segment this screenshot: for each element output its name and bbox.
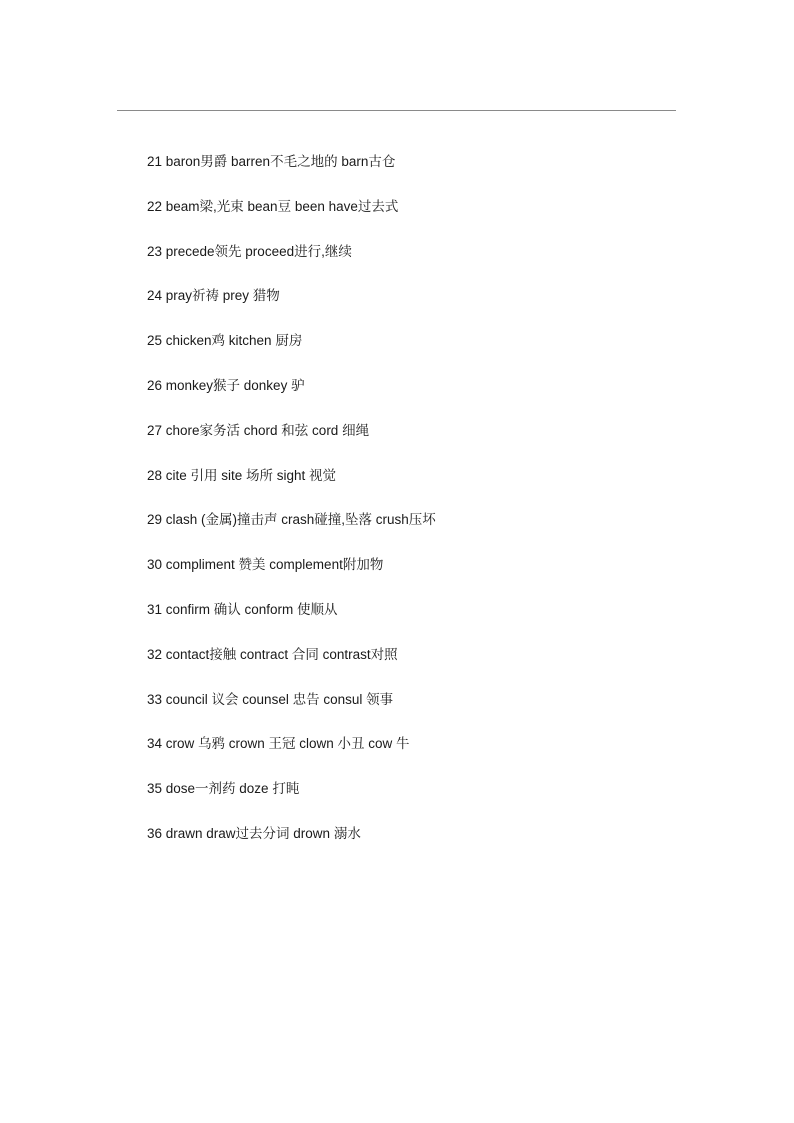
vocabulary-entry <box>147 643 707 688</box>
vocabulary-entry <box>147 374 707 419</box>
vocabulary-entry <box>147 598 707 643</box>
vocabulary-entry <box>147 688 707 733</box>
header-rule <box>117 110 676 111</box>
entry-text: 26 monkey猴子 donkey 驴 <box>147 377 305 393</box>
entry-text: 32 contact接触 contract 合同 contrast对照 <box>147 646 398 662</box>
vocabulary-entry <box>147 464 707 509</box>
vocabulary-entry <box>147 732 707 777</box>
vocabulary-entry <box>147 822 707 867</box>
entry-text: 36 drawn draw过去分词 drown 溺水 <box>147 825 361 841</box>
entry-text: 34 crow 乌鸦 crown 王冠 clown 小丑 cow 牛 <box>147 736 410 752</box>
vocabulary-list <box>147 150 707 867</box>
vocabulary-entry <box>147 150 707 195</box>
entry-text: 25 chicken鸡 kitchen 厨房 <box>147 333 303 349</box>
entry-text: 27 chore家务活 chord 和弦 cord 细绳 <box>147 422 370 438</box>
entry-text: 28 cite 引用 site 场所 sight 视觉 <box>147 467 337 483</box>
entry-text: 24 pray祈祷 prey 猎物 <box>147 288 280 304</box>
vocabulary-entry <box>147 240 707 285</box>
entry-text: 22 beam梁,光束 bean豆 been have过去式 <box>147 198 399 214</box>
entry-text: 30 compliment 赞美 complement附加物 <box>147 557 384 573</box>
entry-text: 29 clash (金属)撞击声 crash碰撞,坠落 crush压坏 <box>147 512 436 528</box>
entry-text: 23 precede领先 proceed进行,继续 <box>147 243 352 259</box>
vocabulary-entry <box>147 419 707 464</box>
vocabulary-entry <box>147 329 707 374</box>
entry-text: 33 council 议会 counsel 忠告 consul 领事 <box>147 691 394 707</box>
entry-text: 35 dose一剂药 doze 打盹 <box>147 781 300 797</box>
vocabulary-entry <box>147 195 707 240</box>
vocabulary-entry <box>147 777 707 822</box>
entry-text: 31 confirm 确认 conform 使顺从 <box>147 601 338 617</box>
vocabulary-entry <box>147 284 707 329</box>
vocabulary-entry <box>147 508 707 553</box>
vocabulary-entry <box>147 553 707 598</box>
entry-text: 21 baron男爵 barren不毛之地的 barn古仓 <box>147 154 396 169</box>
